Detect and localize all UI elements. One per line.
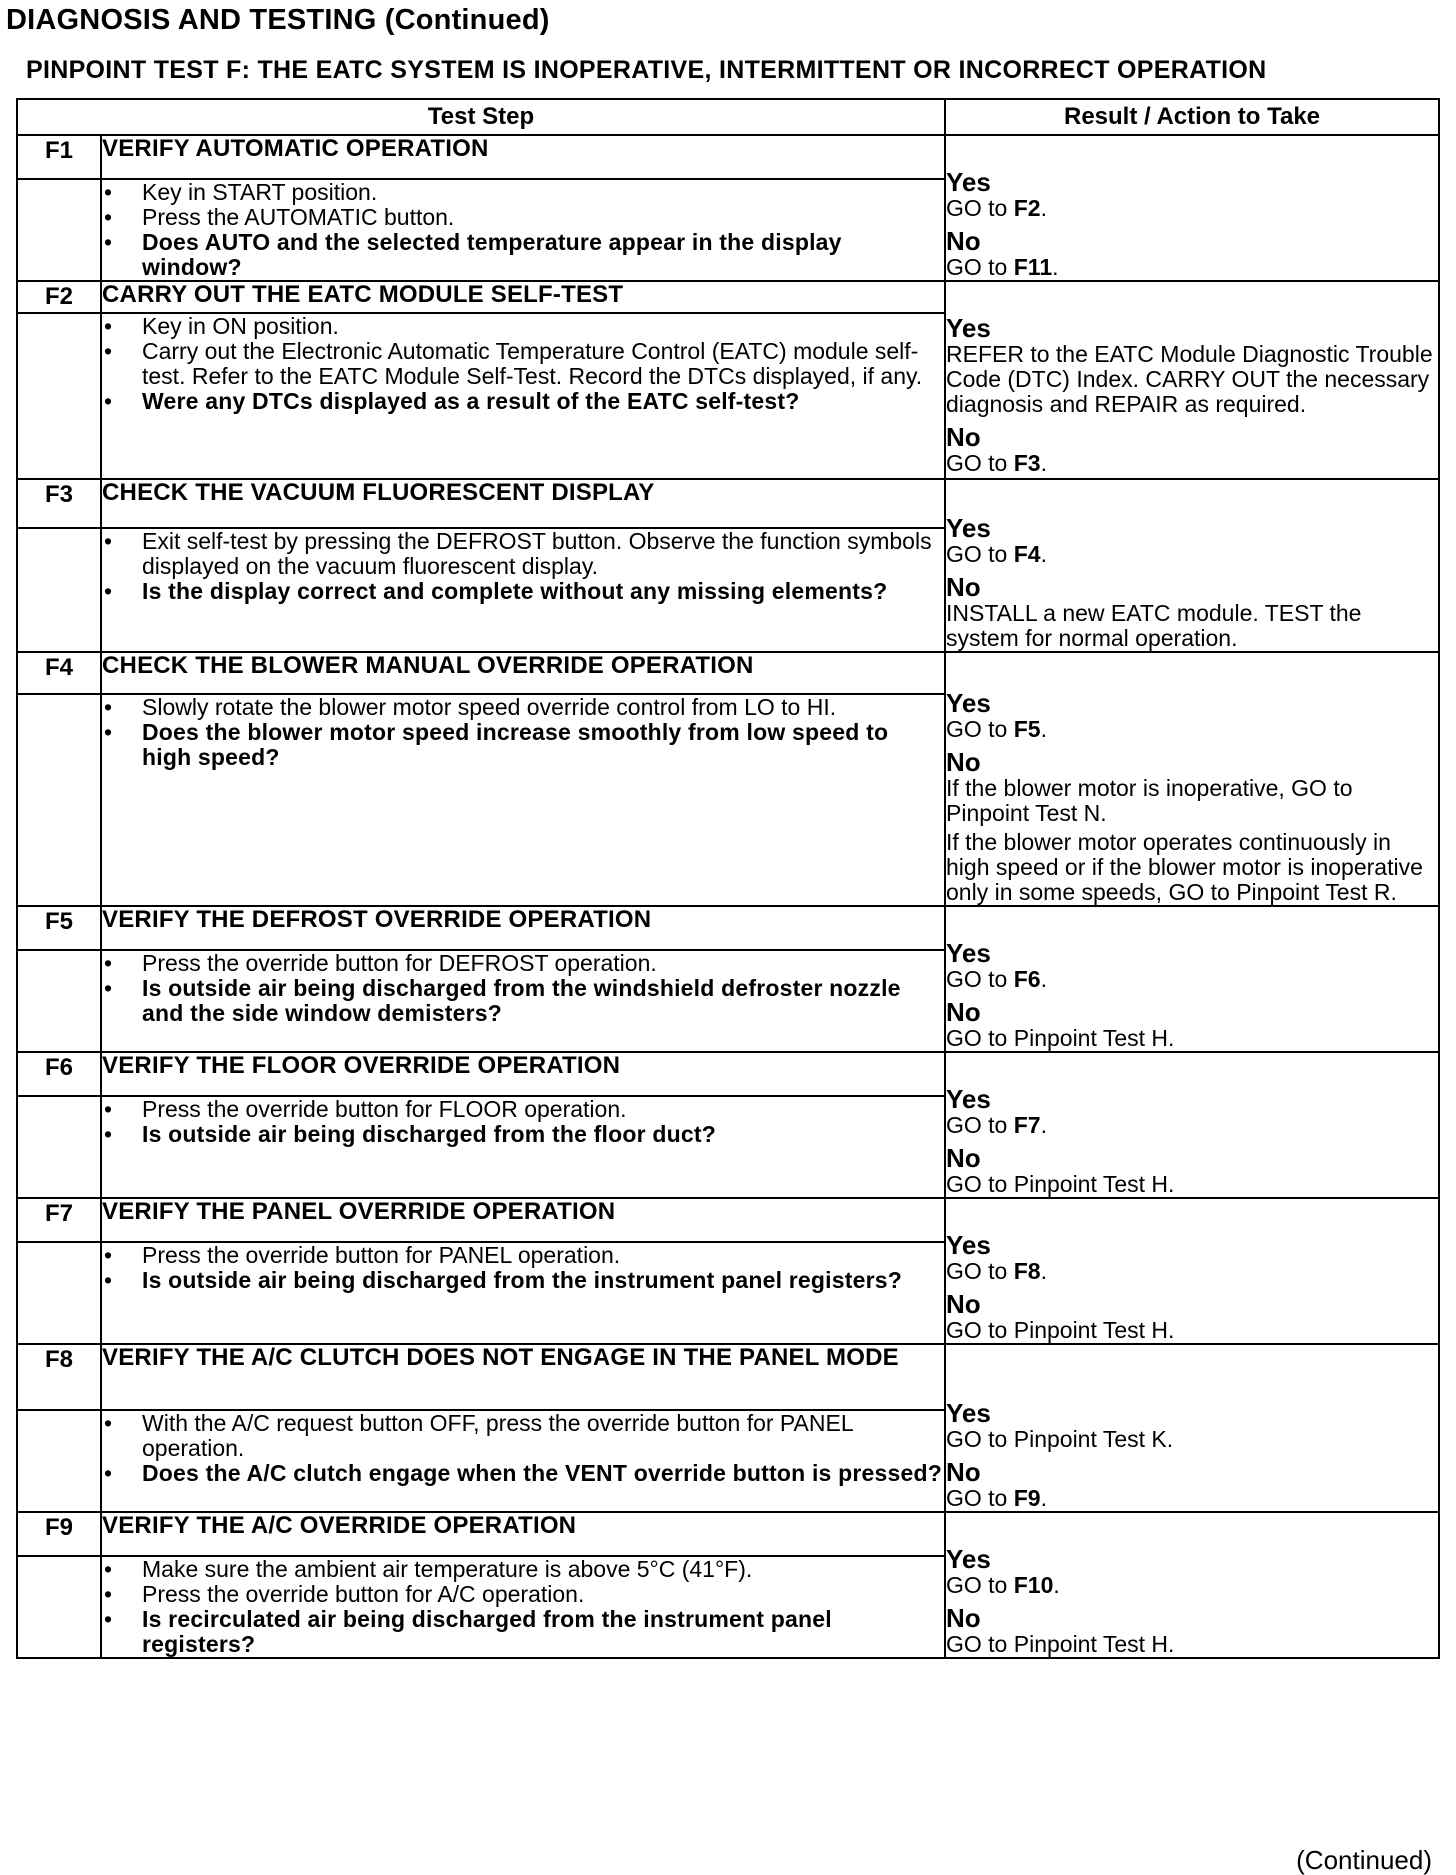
test-question: • Were any DTCs displayed as a result of the EATC self-test? [102,389,944,414]
step-id-spacer [17,1410,101,1512]
step-id: F2 [17,281,101,313]
step-id: F1 [17,135,101,179]
step-title: CHECK THE VACUUM FLUORESCENT DISPLAY [101,479,945,528]
instruction-item: • Make sure the ambient air temperature is above 5°C (41°F). [102,1557,944,1582]
instruction-item: • Press the AUTOMATIC button. [102,205,944,230]
step-ref: F3 [1013,450,1041,476]
instruction-list [102,1243,944,1293]
result-spacer [946,1199,1438,1225]
step-title: CARRY OUT THE EATC MODULE SELF-TEST [101,281,945,313]
yes-label: Yes [946,938,991,968]
result-content [946,907,1438,1051]
result-content [946,1199,1438,1343]
step-id: F9 [17,1512,101,1556]
instruction-list [102,695,944,770]
yes-action: GO to F8. [946,1258,1047,1284]
test-question: • Is outside air being discharged from the instrument panel registers? [102,1268,944,1293]
step-ref: F2 [1013,195,1041,221]
no-action-secondary: If the blower motor operates continuously in high speed or if the blower motor is inoperative only in some speeds, GO to Pinpoint Test R. [946,829,1423,905]
step-instructions [101,1242,945,1344]
test-question: • Is the display correct and complete without any missing elements? [102,579,944,604]
yes-action: GO to Pinpoint Test K. [946,1426,1174,1452]
step-id: F8 [17,1344,101,1410]
yes-label: Yes [946,167,991,197]
step-id: F6 [17,1052,101,1096]
yes-label: Yes [946,688,991,718]
no-label: No [946,572,981,602]
no-action: GO to F3. [946,450,1047,476]
step-instructions [101,694,945,906]
step-id-spacer [17,528,101,652]
no-label: No [946,1603,981,1633]
step-title: VERIFY THE A/C CLUTCH DOES NOT ENGAGE IN THE PANEL MODE [101,1344,945,1410]
result-content [946,1513,1438,1657]
result-content [946,282,1438,476]
no-label: No [946,747,981,777]
instruction-item: • Press the override button for A/C operation. [102,1582,944,1607]
step-ref: F6 [1013,966,1041,992]
step-title-row [17,281,1439,313]
column-header-test-step: Test Step [17,99,945,135]
continued-note: (Continued) [1296,1845,1432,1875]
result-content [946,1345,1438,1511]
yes-action: GO to F10. [946,1572,1060,1598]
goto-pinpoint-text: GO to Pinpoint Test [946,1631,1146,1657]
result-spacer [946,907,1438,933]
goto-text: GO to [946,195,1008,221]
step-result [945,281,1439,479]
test-question: • Does AUTO and the selected temperature appear in the display window? [102,230,944,280]
step-ref: F10 [1013,1572,1054,1598]
table-header-row [17,99,1439,135]
result-spacer [946,1053,1438,1079]
yes-action: GO to F7. [946,1112,1047,1138]
step-id-spacer [17,950,101,1052]
step-id: F5 [17,906,101,950]
pinpoint-test-ref: H [1151,1025,1169,1051]
goto-text: GO to [946,1112,1008,1138]
instruction-list [102,529,944,604]
goto-text: GO to [946,1572,1008,1598]
yes-action: REFER to the EATC Module Diagnostic Trouble Code (DTC) Index. CARRY OUT the necessary diagnosis and REPAIR as required. [946,341,1433,417]
result-spacer [946,282,1438,308]
instruction-list [102,1557,944,1657]
no-action: GO to Pinpoint Test H. [946,1317,1175,1343]
step-title: VERIFY AUTOMATIC OPERATION [101,135,945,179]
yes-label: Yes [946,313,991,343]
step-result [945,906,1439,1052]
pinpoint-test-ref: K [1151,1426,1167,1452]
yes-label: Yes [946,513,991,543]
goto-pinpoint-text: GO to Pinpoint Test [946,1171,1146,1197]
no-action: GO to Pinpoint Test H. [946,1025,1175,1051]
yes-label: Yes [946,1230,991,1260]
step-id-spacer [17,179,101,281]
step-id-spacer [17,313,101,479]
step-id-spacer [17,1242,101,1344]
result-spacer [946,480,1438,508]
step-title: VERIFY THE A/C OVERRIDE OPERATION [101,1512,945,1556]
goto-text: GO to [946,966,1008,992]
instruction-item: • Press the override button for PANEL operation. [102,1243,944,1268]
goto-pinpoint-text: GO to Pinpoint Test [946,1025,1146,1051]
test-question: • Is recirculated air being discharged from the instrument panel registers? [102,1607,944,1657]
yes-label: Yes [946,1398,991,1428]
step-result [945,1512,1439,1658]
test-question: • Is outside air being discharged from the floor duct? [102,1122,944,1147]
step-ref: F7 [1013,1112,1041,1138]
step-id: F3 [17,479,101,528]
step-instructions [101,950,945,1052]
step-title-row [17,652,1439,694]
pinpoint-test-table [16,98,1440,1659]
result-content [946,653,1438,905]
step-id: F7 [17,1198,101,1242]
step-id-spacer [17,1556,101,1658]
yes-action: GO to F2. [946,195,1047,221]
test-question: • Is outside air being discharged from the windshield defroster nozzle and the side window demisters? [102,976,944,1026]
goto-text: GO to [946,1485,1008,1511]
step-instructions [101,313,945,479]
no-action: If the blower motor is inoperative, GO to Pinpoint Test N. [946,775,1353,826]
no-action: GO to Pinpoint Test H. [946,1171,1175,1197]
instruction-item: • Slowly rotate the blower motor speed override control from LO to HI. [102,695,944,720]
goto-text: GO to [946,254,1008,280]
step-ref: F5 [1013,716,1041,742]
no-label: No [946,997,981,1027]
column-header-result: Result / Action to Take [945,99,1439,135]
step-result [945,1198,1439,1344]
step-instructions [101,179,945,281]
test-question: • Does the A/C clutch engage when the VENT override button is pressed? [102,1461,944,1486]
no-action: GO to F9. [946,1485,1047,1511]
page-title: DIAGNOSIS AND TESTING (Continued) [6,4,550,36]
pinpoint-test-ref: H [1151,1317,1169,1343]
steps-body [17,135,1439,1658]
instruction-list [102,314,944,414]
yes-action: GO to F5. [946,716,1047,742]
step-title: CHECK THE BLOWER MANUAL OVERRIDE OPERATION [101,652,945,694]
step-instructions [101,1096,945,1198]
step-title-row [17,1198,1439,1242]
yes-label: Yes [946,1544,991,1574]
no-label: No [946,226,981,256]
step-id-spacer [17,1096,101,1198]
step-instructions [101,1410,945,1512]
pinpoint-test-title: PINPOINT TEST F: THE EATC SYSTEM IS INOPERATIVE, INTERMITTENT OR INCORRECT OPERATION [26,56,1267,84]
step-title-row [17,135,1439,179]
step-title: VERIFY THE FLOOR OVERRIDE OPERATION [101,1052,945,1096]
instruction-item: • Exit self-test by pressing the DEFROST button. Observe the function symbols displayed on the vacuum fluorescent display. [102,529,944,579]
result-spacer [946,1345,1438,1393]
step-instructions [101,528,945,652]
result-spacer [946,653,1438,683]
step-result [945,1052,1439,1198]
instruction-list [102,1411,944,1486]
instruction-item: • With the A/C request button OFF, press the override button for PANEL operation. [102,1411,944,1461]
yes-action: GO to F6. [946,966,1047,992]
result-content [946,136,1438,280]
step-id: F4 [17,652,101,694]
step-title-row [17,479,1439,528]
goto-pinpoint-text: GO to Pinpoint Test [946,1317,1146,1343]
goto-pinpoint-text: GO to Pinpoint Test [946,1426,1146,1452]
instruction-list [102,180,944,280]
no-action: GO to Pinpoint Test H. [946,1631,1175,1657]
step-ref: F4 [1013,541,1041,567]
step-instructions [101,1556,945,1658]
yes-label: Yes [946,1084,991,1114]
goto-text: GO to [946,541,1008,567]
instruction-item: • Key in ON position. [102,314,944,339]
step-result [945,479,1439,652]
result-content [946,1053,1438,1197]
step-title-row [17,1512,1439,1556]
step-title-row [17,906,1439,950]
pinpoint-test-ref: H [1151,1171,1169,1197]
result-spacer [946,1513,1438,1539]
step-title-row [17,1344,1439,1410]
instruction-item: • Press the override button for DEFROST operation. [102,951,944,976]
step-ref: F11 [1013,254,1053,280]
step-ref: F9 [1013,1485,1041,1511]
test-question: • Does the blower motor speed increase smoothly from low speed to high speed? [102,720,944,770]
no-action: GO to F11. [946,254,1059,280]
goto-text: GO to [946,716,1008,742]
no-label: No [946,1143,981,1173]
goto-text: GO to [946,450,1008,476]
step-title-row [17,1052,1439,1096]
no-label: No [946,422,981,452]
no-label: No [946,1457,981,1487]
goto-text: GO to [946,1258,1008,1284]
result-content [946,480,1438,651]
instruction-item: • Key in START position. [102,180,944,205]
step-result [945,652,1439,906]
step-id-spacer [17,694,101,906]
instruction-item: • Press the override button for FLOOR operation. [102,1097,944,1122]
step-title: VERIFY THE DEFROST OVERRIDE OPERATION [101,906,945,950]
no-action: INSTALL a new EATC module. TEST the system for normal operation. [946,600,1362,651]
result-spacer [946,136,1438,162]
pinpoint-test-ref: H [1151,1631,1169,1657]
step-result [945,135,1439,281]
step-title: VERIFY THE PANEL OVERRIDE OPERATION [101,1198,945,1242]
no-label: No [946,1289,981,1319]
instruction-list [102,1097,944,1147]
instruction-list [102,951,944,1026]
step-result [945,1344,1439,1512]
step-ref: F8 [1013,1258,1041,1284]
instruction-item: • Carry out the Electronic Automatic Temperature Control (EATC) module self-test. Refer to the EATC Module Self-Test. Record the DTCs displayed, if any. [102,339,944,389]
yes-action: GO to F4. [946,541,1047,567]
